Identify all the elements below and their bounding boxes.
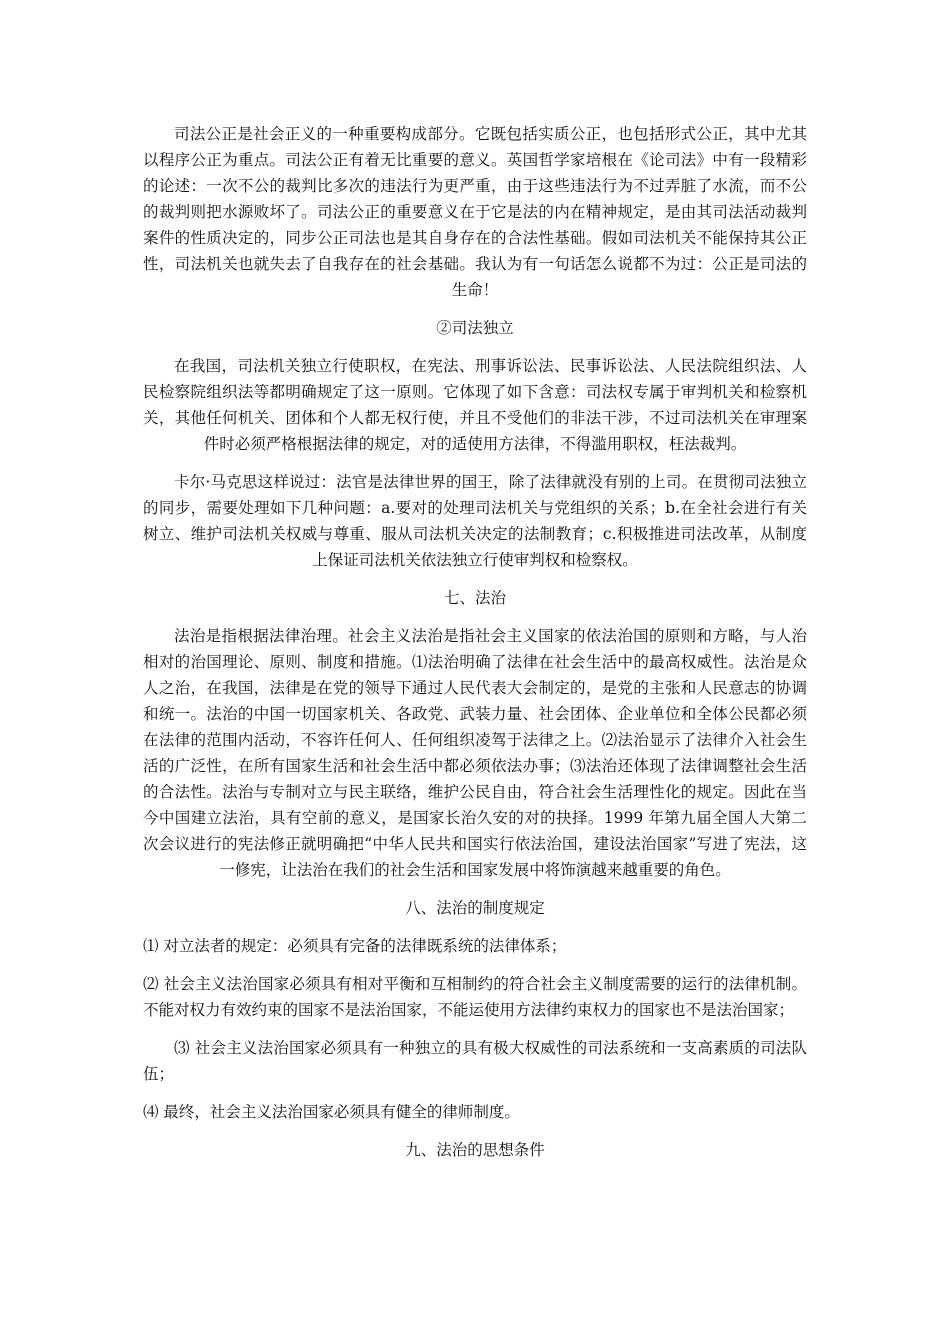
list-item-1: ⑴ 对立法者的规定：必须具有完备的法律既系统的法律体系； [143,937,567,955]
paragraph-rule-of-law: 法治是指根据法律治理。社会主义法治是指社会主义国家的依法治国的原则和方略，与人治相对的治国理论、原则、制度和措施。⑴法治明确了法律在社会生活中的最高权威性。法治是众人之治，在我国，法律是在党的领导下通过人民代表大会制定的，是党的主张和人民意志的协调和统一。法治的中国一切国家机关、各政党、武装力量、社会团体、企业单位和全体公民都必须在法律的范围内活动，不容许任何人、任何组织凌驾于法律之上。⑵法治显示了法律介入社会生活的广泛性，在所有国家生活和社会生活中都必须依法办事；⑶法治还体现了法律调整社会生活的合法性。法治与专制对立与民主联络，维护公民自由，符合社会生活理性化的规定。因此在当今中国建立法治，具有空前的意义，是国家长治久安的对的抉择。1999 年第九届全国人大第二次会议进行的宪法修正就明确把“中华人民共和国实行依法治国，建设法治国家”写进了宪法，这一修宪，让法治在我们的社会生活和国家发展中将饰演越来越重要的角色。 [143,627,807,879]
heading-institutional-requirements: 八、法治的制度规定 [405,899,545,917]
list-item-2: ⑵ 社会主义法治国家必须具有相对平衡和互相制约的符合社会主义制度需要的运行的法律机制。不能对权力有效约束的国家不是法治国家，不能运使用方法律约束权力的国家也不是法治国家； [143,975,807,1019]
list-item-3: ⑶ 社会主义法治国家必须具有一种独立的具有极大权威性的司法系统和一支高素质的司法队伍； [143,1039,807,1083]
paragraph-marx-quote: 卡尔·马克思这样说过：法官是法律世界的国王，除了法律就没有别的上司。在贯彻司法独立的同步，需要处理如下几种问题：a.要对的处理司法机关与党组织的关系；b.在全社会进行有关树立、维护司法机关权威与尊重、服从司法机关决定的法制教育；c.积极推进司法改革，从制度上保证司法机关依法独立行使审判权和检察权。 [143,473,807,569]
list-item-4: ⑷ 最终，社会主义法治国家必须具有健全的律师制度。 [143,1103,520,1121]
heading-ideological-conditions: 九、法治的思想条件 [405,1141,545,1159]
heading-judicial-independence: ②司法独立 [436,319,514,337]
paragraph-judicial-independence: 在我国，司法机关独立行使职权，在宪法、刑事诉讼法、民事诉讼法、人民法院组织法、人民检察院组织法等都明确规定了这一原则。它体现了如下含意：司法权专属于审判机关和检察机关，其他任何机关、团体和个人都无权行使，并且不受他们的非法干涉，不过司法机关在审理案件时必须严格根据法律的规定，对的适使用方法律，不得滥用职权，枉法裁判。 [143,357,807,453]
heading-rule-of-law: 七、法治 [443,589,506,607]
paragraph-judicial-fairness: 司法公正是社会正义的一种重要构成部分。它既包括实质公正，也包括形式公正，其中尤其以程序公正为重点。司法公正有着无比重要的意义。英国哲学家培根在《论司法》中有一段精彩的论述：一次不公的裁判比多次的违法行为更严重，由于这些违法行为不过弄脏了水流，而不公的裁判则把水源败坏了。司法公正的重要意义在于它是法的内在精神规定，是由其司法活动裁判案件的性质决定的，同步公正司法也是其自身存在的合法性基础。假如司法机关不能保持其公正性，司法机关也就失去了自我存在的社会基础。我认为有一句话怎么说都不为过：公正是司法的生命！ [143,125,807,299]
